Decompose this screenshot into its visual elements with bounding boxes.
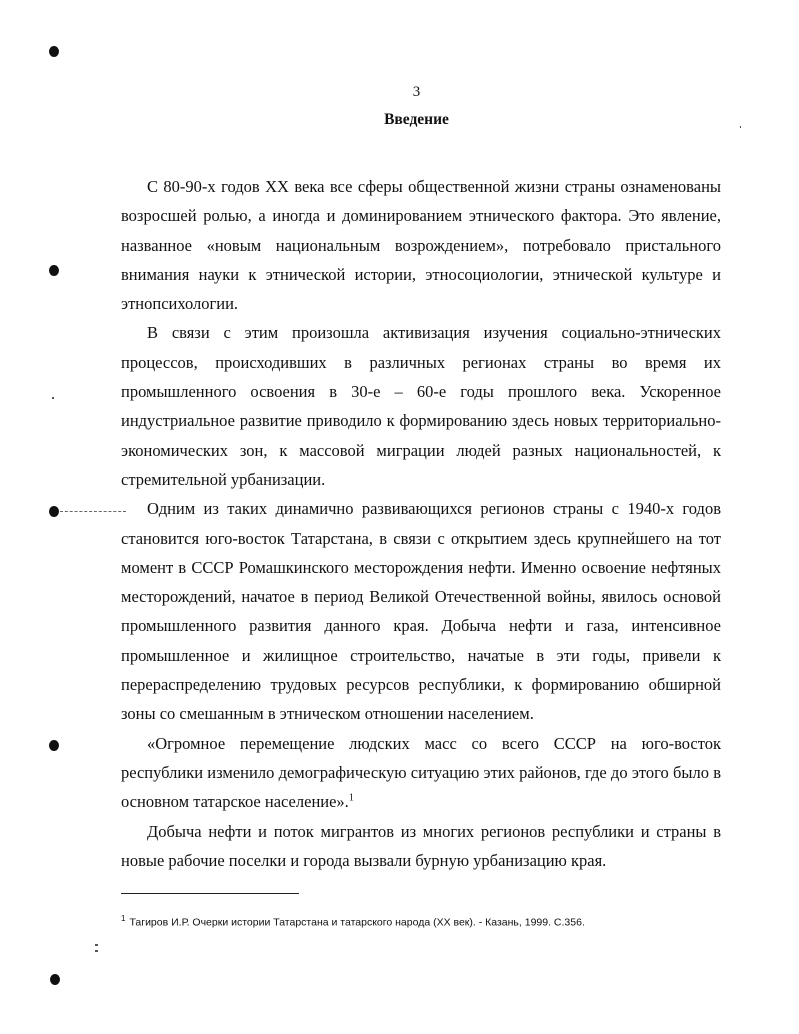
page-title: Введение <box>384 111 449 128</box>
footnote <box>121 914 721 929</box>
paragraph: В связи с этим произошла активизация изучения социально-этнических процессов, происходивших в различных регионах страны во время их промышленного освоения в 30-е – 60-е годы прошлого века. Ускоренное индустриальное развитие приводило к формированию здесь новых территориально-экономических зон, к массовой миграции людей разных национальностей, к стремительной урбанизации. <box>121 323 721 489</box>
footnote-reference: 1 <box>348 792 354 804</box>
scan-speck <box>95 950 98 952</box>
punch-hole-mark <box>49 506 59 517</box>
punch-hole-mark <box>50 974 60 985</box>
footnote-text: Тагиров И.Р. Очерки истории Татарстана и татарского народа (XX век). - Казань, 1999. С.356. <box>129 916 585 929</box>
body-text <box>121 172 721 875</box>
scan-speck <box>52 397 54 399</box>
quote-text: «Огромное перемещение людских масс со всего СССР на юго-восток республики изменило демографическую ситуацию этих районов, где до этого было в основном татарское население». <box>121 733 721 812</box>
paragraph: С 80-90-х годов XX века все сферы общественной жизни страны ознаменованы возросшей ролью, а иногда и доминированием этнического фактора. Это явление, названное «новым национальным возрождением», потребовало пристального внимания науки к этнической истории, этносоциологии, этнической культуре и этнопсихологии. <box>121 177 721 314</box>
scan-dash-mark <box>60 511 126 512</box>
footnote-marker: 1 <box>121 914 126 923</box>
scan-speck <box>95 944 98 946</box>
paragraph: Одним из таких динамично развивающихся регионов страны с 1940-х годов становится юго-восток Татарстана, в связи с открытием здесь крупнейшего на тот момент в СССР Ромашкинского месторождения нефти. Именно освоение нефтяных месторождений, начатое в период Великой Отечественной войны, явилось основой промышленного развития данного края. Добыча нефти и газа, интенсивное промышленное и жилищное строительство, начатые в эти годы, привели к перераспределению трудовых ресурсов республики, к формированию обширной зоны со смешанным в этническом отношении населением. <box>121 499 721 724</box>
punch-hole-mark <box>49 265 59 276</box>
punch-hole-mark <box>49 740 59 751</box>
punch-hole-mark <box>49 46 59 57</box>
footnote-divider <box>121 893 299 894</box>
page-number: 3 <box>412 84 421 100</box>
paragraph: Добыча нефти и поток мигрантов из многих регионов республики и страны в новые рабочие поселки и города вызвали бурную урбанизацию края. <box>121 821 721 870</box>
paragraph-with-footnote <box>121 729 721 817</box>
